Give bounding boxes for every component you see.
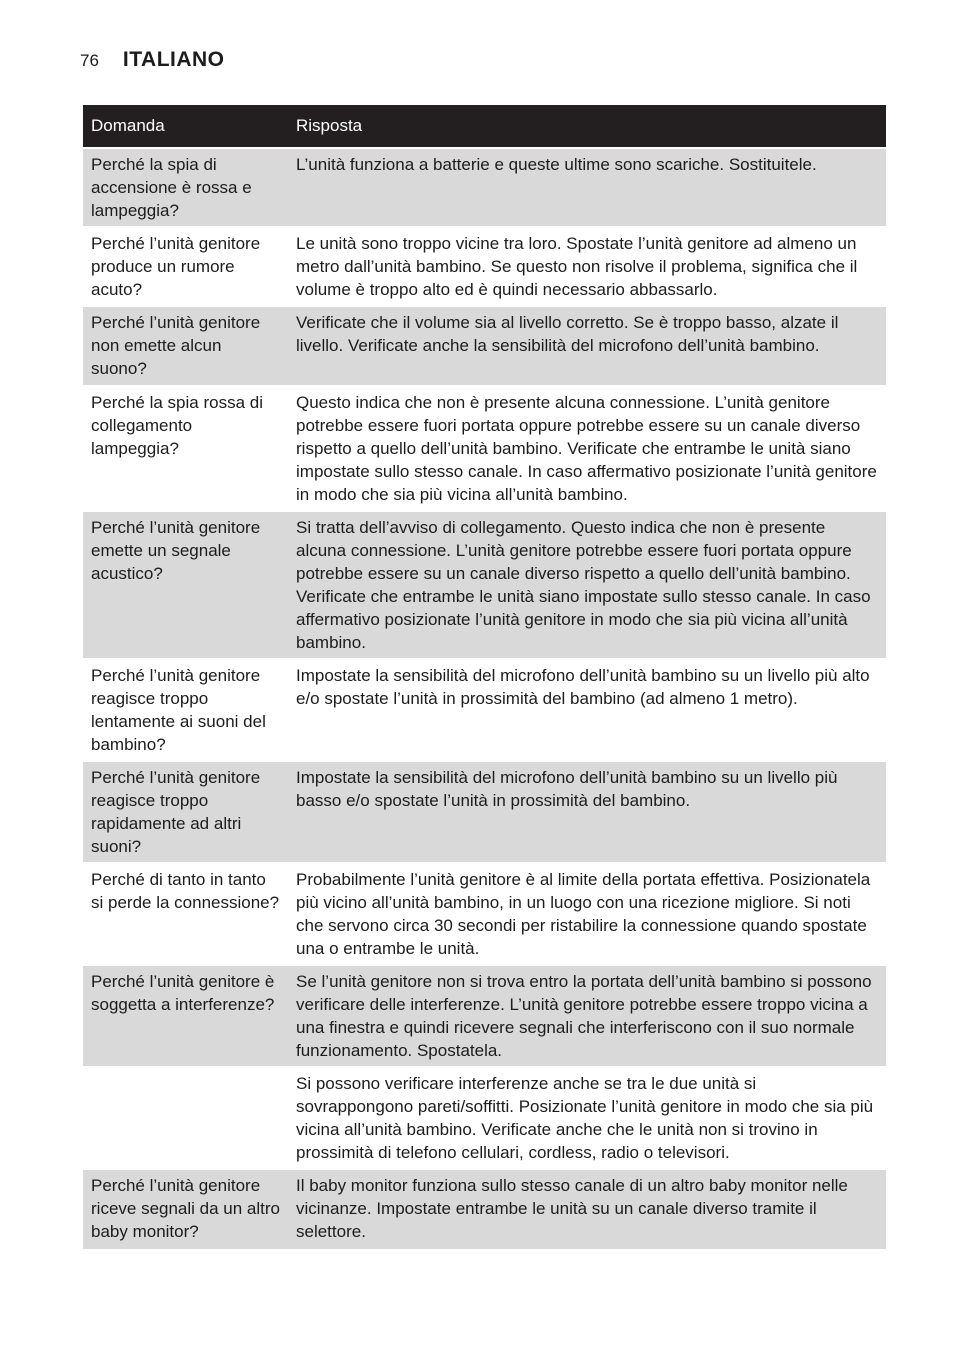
- table-row: [83, 227, 886, 306]
- table-row: [83, 511, 886, 659]
- page-number: 76: [80, 51, 99, 70]
- question-cell: [83, 1067, 288, 1169]
- answer-cell: Si possono verificare interferenze anche se tra le due unità si sovrappongono pareti/soffitti. Posizionate l’unità genitore in modo che sia più vicina all’unità bambino. Verificate anche che le unità non si trovino in prossimità di telefono cellulari, cordless, radio o televisori.: [288, 1067, 886, 1169]
- table-row: [83, 148, 886, 227]
- question-cell: Perché l’unità genitore produce un rumore acuto?: [83, 227, 288, 306]
- question-cell: Perché l’unità genitore reagisce troppo lentamente ai suoni del bambino?: [83, 659, 288, 761]
- table-row: [83, 306, 886, 386]
- answer-cell: Le unità sono troppo vicine tra loro. Spostate l’unità genitore ad almeno un metro dall’unità bambino. Se questo non risolve il problema, significa che il volume è troppo alto ed è quindi necessario abbassarlo.: [288, 227, 886, 306]
- question-cell: Perché l’unità genitore reagisce troppo rapidamente ad altri suoni?: [83, 761, 288, 863]
- table-row: [83, 386, 886, 511]
- answer-cell: Questo indica che non è presente alcuna connessione. L’unità genitore potrebbe essere fuori portata oppure potrebbe essere su un canale diverso rispetto a quello dell’unità bambino. Verificate che entrambe le unità siano impostate sullo stesso canale. In caso affermativo posizionate l’unità genitore in modo che sia più vicina all’unità bambino.: [288, 386, 886, 511]
- table-row: [83, 1067, 886, 1169]
- answer-cell: Probabilmente l’unità genitore è al limite della portata effettiva. Posizionatela più vicino all’unità bambino, in un luogo con una ricezione migliore. Si noti che servono circa 30 secondi per ristabilire la connessione quando spostate una o entrambe le unità.: [288, 863, 886, 965]
- answer-cell: Si tratta dell’avviso di collegamento. Questo indica che non è presente alcuna connessione. L’unità genitore potrebbe essere fuori portata oppure potrebbe essere su un canale diverso rispetto a quello dell’unità bambino. Verificate che entrambe le unità siano impostate sullo stesso canale. In caso affermativo posizionate l’unità genitore in modo che sia più vicina all’unità bambino.: [288, 511, 886, 659]
- table-row: [83, 1169, 886, 1249]
- answer-cell: Se l’unità genitore non si trova entro la portata dell’unità bambino si possono verificare delle interferenze. L’unità genitore potrebbe essere troppo vicina a una finestra e quindi ricevere segnali che interferiscono con il suo normale funzionamento. Spostatela.: [288, 965, 886, 1067]
- answer-cell: L’unità funziona a batterie e queste ultime sono scariche. Sostituitele.: [288, 148, 886, 227]
- table-row: [83, 863, 886, 965]
- column-header-answer: Risposta: [288, 105, 886, 148]
- answer-cell: Impostate la sensibilità del microfono dell’unità bambino su un livello più basso e/o spostate l’unità in prossimità del bambino.: [288, 761, 886, 863]
- question-cell: Perché di tanto in tanto si perde la connessione?: [83, 863, 288, 965]
- question-cell: Perché l’unità genitore non emette alcun suono?: [83, 306, 288, 386]
- question-cell: Perché l’unità genitore è soggetta a interferenze?: [83, 965, 288, 1067]
- question-cell: Perché l’unità genitore emette un segnale acustico?: [83, 511, 288, 659]
- page-header: [80, 48, 225, 72]
- column-header-question: Domanda: [83, 105, 288, 148]
- table-row: [83, 965, 886, 1067]
- troubleshooting-table: [83, 105, 886, 1249]
- question-cell: Perché la spia di accensione è rossa e lampeggia?: [83, 148, 288, 227]
- section-language-title: ITALIANO: [122, 48, 225, 71]
- table-row: [83, 761, 886, 863]
- question-cell: Perché la spia rossa di collegamento lampeggia?: [83, 386, 288, 511]
- question-cell: Perché l’unità genitore riceve segnali da un altro baby monitor?: [83, 1169, 288, 1249]
- answer-cell: Impostate la sensibilità del microfono dell’unità bambino su un livello più alto e/o spostate l’unità in prossimità del bambino (ad almeno 1 metro).: [288, 659, 886, 761]
- table-header-row: [83, 105, 886, 148]
- answer-cell: Verificate che il volume sia al livello corretto. Se è troppo basso, alzate il livello. Verificate anche la sensibilità del microfono dell’unità bambino.: [288, 306, 886, 386]
- table-row: [83, 659, 886, 761]
- answer-cell: Il baby monitor funziona sullo stesso canale di un altro baby monitor nelle vicinanze. Impostate entrambe le unità su un canale diverso tramite il selettore.: [288, 1169, 886, 1249]
